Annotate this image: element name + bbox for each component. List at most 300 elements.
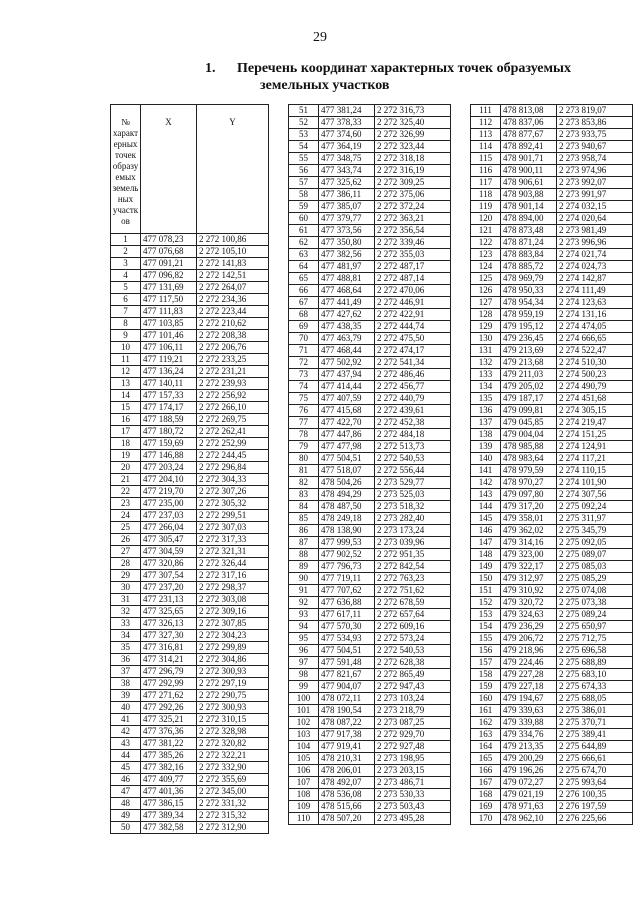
x-coordinate-cell: 477 076,68 bbox=[141, 246, 197, 258]
point-number-cell: 15 bbox=[111, 402, 141, 414]
table-row bbox=[111, 330, 269, 342]
point-number-cell: 101 bbox=[289, 705, 319, 717]
y-coordinate-cell: 2 272 356,54 bbox=[375, 225, 451, 237]
table-row bbox=[471, 213, 633, 225]
table-row bbox=[111, 426, 269, 438]
y-coordinate-cell: 2 274 021,74 bbox=[557, 249, 633, 261]
y-coordinate-cell: 2 275 688,05 bbox=[557, 693, 633, 705]
header-point-number-line: земель bbox=[112, 183, 139, 193]
header-point-number-line: образу bbox=[112, 161, 139, 171]
x-coordinate-cell: 478 813,08 bbox=[501, 105, 557, 117]
table-row bbox=[471, 369, 633, 381]
table-row bbox=[111, 390, 269, 402]
point-number-cell: 133 bbox=[471, 369, 501, 381]
table-row bbox=[111, 798, 269, 810]
point-number-cell: 73 bbox=[289, 369, 319, 381]
point-number-cell: 166 bbox=[471, 765, 501, 777]
y-coordinate-cell: 2 272 105,10 bbox=[197, 246, 269, 258]
x-coordinate-cell: 478 954,34 bbox=[501, 297, 557, 309]
point-number-cell: 84 bbox=[289, 501, 319, 513]
header-y: Y bbox=[197, 105, 269, 234]
x-coordinate-cell: 479 227,28 bbox=[501, 669, 557, 681]
point-number-cell: 97 bbox=[289, 657, 319, 669]
table-row bbox=[471, 249, 633, 261]
table-row bbox=[471, 309, 633, 321]
x-coordinate-cell: 477 111,83 bbox=[141, 306, 197, 318]
x-coordinate-cell: 478 969,79 bbox=[501, 273, 557, 285]
point-number-cell: 59 bbox=[289, 201, 319, 213]
point-number-cell: 43 bbox=[111, 738, 141, 750]
table-row bbox=[289, 597, 451, 609]
point-number-cell: 98 bbox=[289, 669, 319, 681]
x-coordinate-cell: 477 350,80 bbox=[319, 237, 375, 249]
table-row bbox=[289, 117, 451, 129]
point-number-cell: 145 bbox=[471, 513, 501, 525]
table-row bbox=[289, 693, 451, 705]
table-row bbox=[111, 654, 269, 666]
y-coordinate-cell: 2 275 683,10 bbox=[557, 669, 633, 681]
table-row bbox=[111, 378, 269, 390]
point-number-cell: 79 bbox=[289, 441, 319, 453]
y-coordinate-cell: 2 272 317,33 bbox=[197, 534, 269, 546]
y-coordinate-cell: 2 272 609,16 bbox=[375, 621, 451, 633]
table-row bbox=[289, 753, 451, 765]
table-row bbox=[289, 285, 451, 297]
header-point-number-line: емых bbox=[115, 172, 136, 182]
point-number-cell: 27 bbox=[111, 546, 141, 558]
x-coordinate-cell: 477 409,77 bbox=[141, 774, 197, 786]
x-coordinate-cell: 477 119,21 bbox=[141, 354, 197, 366]
point-number-cell: 39 bbox=[111, 690, 141, 702]
x-coordinate-cell: 478 536,08 bbox=[319, 789, 375, 801]
point-number-cell: 81 bbox=[289, 465, 319, 477]
point-number-cell: 136 bbox=[471, 405, 501, 417]
x-coordinate-cell: 479 323,00 bbox=[501, 549, 557, 561]
table-row bbox=[289, 321, 451, 333]
x-coordinate-cell: 479 097,80 bbox=[501, 489, 557, 501]
y-coordinate-cell: 2 272 951,35 bbox=[375, 549, 451, 561]
table-row bbox=[471, 441, 633, 453]
y-coordinate-cell: 2 272 141,83 bbox=[197, 258, 269, 270]
point-number-cell: 123 bbox=[471, 249, 501, 261]
page-number: 29 bbox=[313, 30, 327, 45]
x-coordinate-cell: 477 518,07 bbox=[319, 465, 375, 477]
table-row bbox=[289, 357, 451, 369]
header-point-number-line: участк bbox=[112, 205, 139, 215]
table-row bbox=[111, 642, 269, 654]
y-coordinate-cell: 2 272 231,21 bbox=[197, 366, 269, 378]
y-coordinate-cell: 2 272 244,45 bbox=[197, 450, 269, 462]
point-number-cell: 156 bbox=[471, 645, 501, 657]
y-coordinate-cell: 2 272 208,38 bbox=[197, 330, 269, 342]
table-row bbox=[471, 333, 633, 345]
y-coordinate-cell: 2 274 110,15 bbox=[557, 465, 633, 477]
point-number-cell: 151 bbox=[471, 585, 501, 597]
point-number-cell: 53 bbox=[289, 129, 319, 141]
table-row bbox=[471, 597, 633, 609]
table-row bbox=[471, 165, 633, 177]
table-row bbox=[289, 645, 451, 657]
coordinates-table-3 bbox=[470, 104, 633, 825]
x-coordinate-cell: 477 314,21 bbox=[141, 654, 197, 666]
table-row bbox=[289, 405, 451, 417]
table-row bbox=[111, 498, 269, 510]
header-x: X bbox=[141, 105, 197, 234]
table-row bbox=[111, 294, 269, 306]
y-coordinate-cell: 2 273 933,75 bbox=[557, 129, 633, 141]
table-row bbox=[471, 261, 633, 273]
x-coordinate-cell: 479 200,29 bbox=[501, 753, 557, 765]
point-number-cell: 47 bbox=[111, 786, 141, 798]
x-coordinate-cell: 479 227,18 bbox=[501, 681, 557, 693]
y-coordinate-cell: 2 272 326,44 bbox=[197, 558, 269, 570]
y-coordinate-cell: 2 274 101,90 bbox=[557, 477, 633, 489]
point-number-cell: 100 bbox=[289, 693, 319, 705]
table-row bbox=[289, 237, 451, 249]
point-number-cell: 105 bbox=[289, 753, 319, 765]
x-coordinate-cell: 478 138,90 bbox=[319, 525, 375, 537]
table-row bbox=[111, 810, 269, 822]
table-row bbox=[471, 669, 633, 681]
point-number-cell: 76 bbox=[289, 405, 319, 417]
y-coordinate-cell: 2 275 386,01 bbox=[557, 705, 633, 717]
y-coordinate-cell: 2 272 842,54 bbox=[375, 561, 451, 573]
table-row bbox=[111, 486, 269, 498]
point-number-cell: 29 bbox=[111, 570, 141, 582]
point-number-cell: 110 bbox=[289, 813, 319, 825]
table-row bbox=[289, 201, 451, 213]
x-coordinate-cell: 478 087,22 bbox=[319, 717, 375, 729]
x-coordinate-cell: 478 901,71 bbox=[501, 153, 557, 165]
y-coordinate-cell: 2 272 540,53 bbox=[375, 645, 451, 657]
y-coordinate-cell: 2 275 089,24 bbox=[557, 609, 633, 621]
y-coordinate-cell: 2 272 234,36 bbox=[197, 294, 269, 306]
title-line-2: земельных участков bbox=[260, 78, 390, 93]
point-number-cell: 46 bbox=[111, 774, 141, 786]
table-row bbox=[111, 666, 269, 678]
y-coordinate-cell: 2 274 123,63 bbox=[557, 297, 633, 309]
point-number-cell: 168 bbox=[471, 789, 501, 801]
y-coordinate-cell: 2 275 074,08 bbox=[557, 585, 633, 597]
table-row bbox=[111, 342, 269, 354]
x-coordinate-cell: 479 362,02 bbox=[501, 525, 557, 537]
table-row bbox=[111, 606, 269, 618]
x-coordinate-cell: 479 213,69 bbox=[501, 345, 557, 357]
point-number-cell: 102 bbox=[289, 717, 319, 729]
point-number-cell: 49 bbox=[111, 810, 141, 822]
point-number-cell: 162 bbox=[471, 717, 501, 729]
x-coordinate-cell: 477 292,26 bbox=[141, 702, 197, 714]
y-coordinate-cell: 2 272 331,32 bbox=[197, 798, 269, 810]
y-coordinate-cell: 2 272 372,24 bbox=[375, 201, 451, 213]
y-coordinate-cell: 2 273 282,40 bbox=[375, 513, 451, 525]
point-number-cell: 11 bbox=[111, 354, 141, 366]
table-row bbox=[111, 270, 269, 282]
x-coordinate-cell: 477 373,56 bbox=[319, 225, 375, 237]
x-coordinate-cell: 477 468,64 bbox=[319, 285, 375, 297]
x-coordinate-cell: 477 266,04 bbox=[141, 522, 197, 534]
table-row bbox=[471, 585, 633, 597]
point-number-cell: 104 bbox=[289, 741, 319, 753]
y-coordinate-cell: 2 274 219,47 bbox=[557, 417, 633, 429]
table-row bbox=[111, 786, 269, 798]
y-coordinate-cell: 2 275 073,38 bbox=[557, 597, 633, 609]
table-row bbox=[289, 669, 451, 681]
y-coordinate-cell: 2 272 310,15 bbox=[197, 714, 269, 726]
point-number-cell: 37 bbox=[111, 666, 141, 678]
y-coordinate-cell: 2 275 370,71 bbox=[557, 717, 633, 729]
table-row bbox=[111, 558, 269, 570]
point-number-cell: 109 bbox=[289, 801, 319, 813]
table-row bbox=[111, 594, 269, 606]
point-number-cell: 124 bbox=[471, 261, 501, 273]
y-coordinate-cell: 2 272 300,93 bbox=[197, 702, 269, 714]
y-coordinate-cell: 2 272 318,18 bbox=[375, 153, 451, 165]
table-row bbox=[111, 738, 269, 750]
x-coordinate-cell: 479 317,20 bbox=[501, 501, 557, 513]
x-coordinate-cell: 479 236,45 bbox=[501, 333, 557, 345]
y-coordinate-cell: 2 273 853,86 bbox=[557, 117, 633, 129]
y-coordinate-cell: 2 272 332,90 bbox=[197, 762, 269, 774]
point-number-cell: 66 bbox=[289, 285, 319, 297]
point-number-cell: 89 bbox=[289, 561, 319, 573]
table-row bbox=[289, 561, 451, 573]
table-row bbox=[471, 717, 633, 729]
table-row bbox=[289, 705, 451, 717]
point-number-cell: 114 bbox=[471, 141, 501, 153]
x-coordinate-cell: 477 438,35 bbox=[319, 321, 375, 333]
y-coordinate-cell: 2 273 940,67 bbox=[557, 141, 633, 153]
point-number-cell: 122 bbox=[471, 237, 501, 249]
point-number-cell: 131 bbox=[471, 345, 501, 357]
x-coordinate-cell: 477 237,03 bbox=[141, 510, 197, 522]
table-row bbox=[471, 429, 633, 441]
table-row bbox=[289, 177, 451, 189]
y-coordinate-cell: 2 272 309,25 bbox=[375, 177, 451, 189]
x-coordinate-cell: 477 919,41 bbox=[319, 741, 375, 753]
y-coordinate-cell: 2 275 092,24 bbox=[557, 501, 633, 513]
point-number-cell: 116 bbox=[471, 165, 501, 177]
point-number-cell: 5 bbox=[111, 282, 141, 294]
table-row bbox=[289, 789, 451, 801]
point-number-cell: 14 bbox=[111, 390, 141, 402]
x-coordinate-cell: 478 979,59 bbox=[501, 465, 557, 477]
point-number-cell: 141 bbox=[471, 465, 501, 477]
x-coordinate-cell: 479 099,81 bbox=[501, 405, 557, 417]
point-number-cell: 159 bbox=[471, 681, 501, 693]
x-coordinate-cell: 477 117,50 bbox=[141, 294, 197, 306]
point-number-cell: 153 bbox=[471, 609, 501, 621]
point-number-cell: 23 bbox=[111, 498, 141, 510]
y-coordinate-cell: 2 272 304,33 bbox=[197, 474, 269, 486]
point-number-cell: 113 bbox=[471, 129, 501, 141]
table-row bbox=[111, 234, 269, 246]
point-number-cell: 107 bbox=[289, 777, 319, 789]
table-row bbox=[289, 801, 451, 813]
y-coordinate-cell: 2 272 439,61 bbox=[375, 405, 451, 417]
x-coordinate-cell: 479 324,63 bbox=[501, 609, 557, 621]
y-coordinate-cell: 2 272 296,84 bbox=[197, 462, 269, 474]
table-row bbox=[289, 729, 451, 741]
point-number-cell: 35 bbox=[111, 642, 141, 654]
y-coordinate-cell: 2 272 628,38 bbox=[375, 657, 451, 669]
x-coordinate-cell: 477 407,59 bbox=[319, 393, 375, 405]
y-coordinate-cell: 2 272 422,91 bbox=[375, 309, 451, 321]
y-coordinate-cell: 2 272 487,14 bbox=[375, 273, 451, 285]
y-coordinate-cell: 2 273 996,96 bbox=[557, 237, 633, 249]
y-coordinate-cell: 2 272 763,23 bbox=[375, 573, 451, 585]
y-coordinate-cell: 2 272 142,51 bbox=[197, 270, 269, 282]
y-coordinate-cell: 2 273 992,07 bbox=[557, 177, 633, 189]
y-coordinate-cell: 2 272 321,31 bbox=[197, 546, 269, 558]
x-coordinate-cell: 477 382,56 bbox=[319, 249, 375, 261]
table-row bbox=[111, 318, 269, 330]
table-row bbox=[471, 777, 633, 789]
point-number-cell: 143 bbox=[471, 489, 501, 501]
y-coordinate-cell: 2 272 556,44 bbox=[375, 465, 451, 477]
table-row bbox=[289, 465, 451, 477]
point-number-cell: 103 bbox=[289, 729, 319, 741]
header-point-number-line: ных bbox=[117, 194, 134, 204]
y-coordinate-cell: 2 275 389,41 bbox=[557, 729, 633, 741]
x-coordinate-cell: 479 218,96 bbox=[501, 645, 557, 657]
y-coordinate-cell: 2 272 355,03 bbox=[375, 249, 451, 261]
x-coordinate-cell: 478 983,64 bbox=[501, 453, 557, 465]
y-coordinate-cell: 2 272 252,99 bbox=[197, 438, 269, 450]
y-coordinate-cell: 2 274 131,16 bbox=[557, 309, 633, 321]
table-row bbox=[471, 813, 633, 825]
x-coordinate-cell: 479 196,26 bbox=[501, 765, 557, 777]
point-number-cell: 42 bbox=[111, 726, 141, 738]
y-coordinate-cell: 2 272 927,48 bbox=[375, 741, 451, 753]
table-row bbox=[111, 366, 269, 378]
x-coordinate-cell: 478 903,88 bbox=[501, 189, 557, 201]
point-number-cell: 40 bbox=[111, 702, 141, 714]
point-number-cell: 34 bbox=[111, 630, 141, 642]
x-coordinate-cell: 478 210,31 bbox=[319, 753, 375, 765]
point-number-cell: 117 bbox=[471, 177, 501, 189]
y-coordinate-cell: 2 275 696,58 bbox=[557, 645, 633, 657]
table-row bbox=[289, 549, 451, 561]
table-row bbox=[471, 609, 633, 621]
x-coordinate-cell: 477 235,00 bbox=[141, 498, 197, 510]
y-coordinate-cell: 2 273 503,43 bbox=[375, 801, 451, 813]
x-coordinate-cell: 478 962,10 bbox=[501, 813, 557, 825]
x-coordinate-cell: 477 502,92 bbox=[319, 357, 375, 369]
y-coordinate-cell: 2 272 375,06 bbox=[375, 189, 451, 201]
point-number-cell: 106 bbox=[289, 765, 319, 777]
x-coordinate-cell: 479 004,04 bbox=[501, 429, 557, 441]
point-number-cell: 62 bbox=[289, 237, 319, 249]
y-coordinate-cell: 2 274 666,65 bbox=[557, 333, 633, 345]
point-number-cell: 126 bbox=[471, 285, 501, 297]
point-number-cell: 19 bbox=[111, 450, 141, 462]
x-coordinate-cell: 477 159,69 bbox=[141, 438, 197, 450]
point-number-cell: 139 bbox=[471, 441, 501, 453]
y-coordinate-cell: 2 272 317,16 bbox=[197, 570, 269, 582]
x-coordinate-cell: 477 401,36 bbox=[141, 786, 197, 798]
x-coordinate-cell: 478 492,07 bbox=[319, 777, 375, 789]
x-coordinate-cell: 477 188,59 bbox=[141, 414, 197, 426]
y-coordinate-cell: 2 272 929,70 bbox=[375, 729, 451, 741]
point-number-cell: 7 bbox=[111, 306, 141, 318]
table-row bbox=[289, 585, 451, 597]
table-row bbox=[111, 258, 269, 270]
x-coordinate-cell: 479 322,17 bbox=[501, 561, 557, 573]
x-coordinate-cell: 477 385,07 bbox=[319, 201, 375, 213]
point-number-cell: 1 bbox=[111, 234, 141, 246]
table-row bbox=[289, 249, 451, 261]
header-point-number-line: точек bbox=[115, 150, 136, 160]
table-row bbox=[471, 489, 633, 501]
x-coordinate-cell: 478 985,88 bbox=[501, 441, 557, 453]
table-row bbox=[471, 273, 633, 285]
x-coordinate-cell: 477 917,38 bbox=[319, 729, 375, 741]
y-coordinate-cell: 2 272 299,51 bbox=[197, 510, 269, 522]
y-coordinate-cell: 2 272 323,44 bbox=[375, 141, 451, 153]
x-coordinate-cell: 477 481,97 bbox=[319, 261, 375, 273]
point-number-cell: 127 bbox=[471, 297, 501, 309]
x-coordinate-cell: 477 378,33 bbox=[319, 117, 375, 129]
y-coordinate-cell: 2 274 451,68 bbox=[557, 393, 633, 405]
point-number-cell: 17 bbox=[111, 426, 141, 438]
x-coordinate-cell: 477 719,11 bbox=[319, 573, 375, 585]
y-coordinate-cell: 2 272 290,75 bbox=[197, 690, 269, 702]
x-coordinate-cell: 479 320,72 bbox=[501, 597, 557, 609]
x-coordinate-cell: 477 271,62 bbox=[141, 690, 197, 702]
x-coordinate-cell: 477 636,88 bbox=[319, 597, 375, 609]
x-coordinate-cell: 479 211,03 bbox=[501, 369, 557, 381]
point-number-cell: 94 bbox=[289, 621, 319, 633]
table-row bbox=[471, 189, 633, 201]
point-number-cell: 38 bbox=[111, 678, 141, 690]
point-number-cell: 3 bbox=[111, 258, 141, 270]
table-row bbox=[111, 438, 269, 450]
y-coordinate-cell: 2 275 311,97 bbox=[557, 513, 633, 525]
x-coordinate-cell: 477 385,26 bbox=[141, 750, 197, 762]
x-coordinate-cell: 479 314,16 bbox=[501, 537, 557, 549]
point-number-cell: 160 bbox=[471, 693, 501, 705]
y-coordinate-cell: 2 275 345,79 bbox=[557, 525, 633, 537]
table-row bbox=[471, 381, 633, 393]
table-row bbox=[289, 417, 451, 429]
table-row bbox=[471, 549, 633, 561]
table-row bbox=[289, 153, 451, 165]
y-coordinate-cell: 2 273 991,97 bbox=[557, 189, 633, 201]
x-coordinate-cell: 478 894,00 bbox=[501, 213, 557, 225]
point-number-cell: 54 bbox=[289, 141, 319, 153]
table-row bbox=[471, 633, 633, 645]
table-row bbox=[289, 777, 451, 789]
x-coordinate-cell: 479 310,92 bbox=[501, 585, 557, 597]
y-coordinate-cell: 2 272 345,00 bbox=[197, 786, 269, 798]
x-coordinate-cell: 478 873,48 bbox=[501, 225, 557, 237]
point-number-cell: 6 bbox=[111, 294, 141, 306]
header-point-number-line: № bbox=[121, 117, 130, 127]
x-coordinate-cell: 477 325,65 bbox=[141, 606, 197, 618]
point-number-cell: 74 bbox=[289, 381, 319, 393]
point-number-cell: 158 bbox=[471, 669, 501, 681]
y-coordinate-cell: 2 273 530,33 bbox=[375, 789, 451, 801]
x-coordinate-cell: 479 045,85 bbox=[501, 417, 557, 429]
x-coordinate-cell: 477 821,67 bbox=[319, 669, 375, 681]
x-coordinate-cell: 478 877,67 bbox=[501, 129, 557, 141]
x-coordinate-cell: 479 334,76 bbox=[501, 729, 557, 741]
y-coordinate-cell: 2 274 151,25 bbox=[557, 429, 633, 441]
table-row bbox=[111, 822, 269, 834]
point-number-cell: 57 bbox=[289, 177, 319, 189]
table-row bbox=[471, 645, 633, 657]
